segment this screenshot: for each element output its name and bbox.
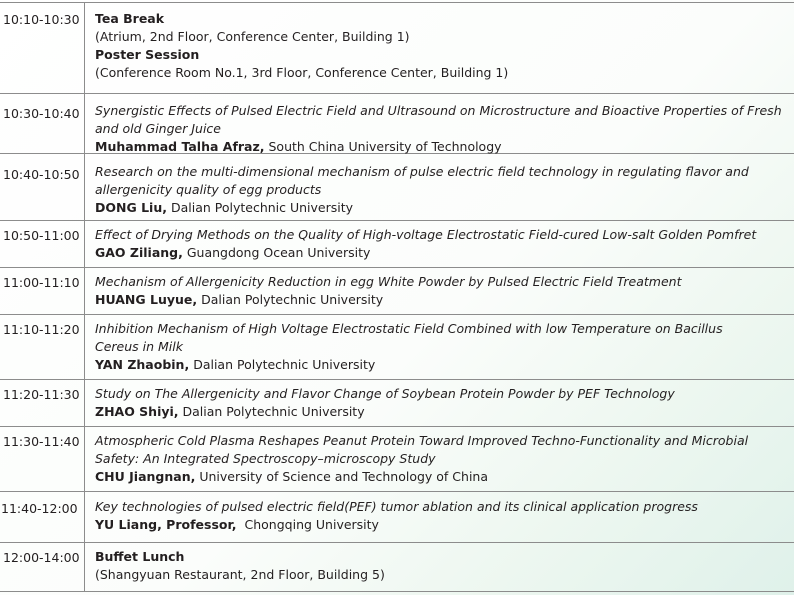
column-divider xyxy=(84,380,85,426)
talk-content xyxy=(95,498,785,534)
schedule-row xyxy=(0,427,794,492)
speaker-affiliation: Dalian Polytechnic University xyxy=(166,200,354,215)
schedule-row xyxy=(0,543,794,592)
speaker-affiliation: Dalian Polytechnic University xyxy=(189,357,376,372)
speaker-affiliation: Chongqing University xyxy=(236,517,379,532)
schedule-row xyxy=(0,2,794,94)
speaker-name: YAN Zhaobin, xyxy=(95,357,190,372)
talk-title-line: Research on the multi-dimensional mechanism of pulse electric field technology in regulating flavor and xyxy=(95,164,749,179)
talk-title-line: Synergistic Effects of Pulsed Electric Field and Ultrasound on Microstructure and Bioactive Properties of Fresh xyxy=(95,103,782,118)
speaker-name: ZHAO Shiyi, xyxy=(95,404,179,419)
talk-title-line: allergenicity quality of egg products xyxy=(95,182,322,197)
column-divider xyxy=(84,268,85,314)
talk-title-line: Mechanism of Allergenicity Reduction in egg White Powder by Pulsed Electric Field Treatment xyxy=(95,274,682,289)
lunch-location: (Shangyuan Restaurant, 2nd Floor, Building 5) xyxy=(95,567,385,582)
break-title: Tea Break xyxy=(95,11,165,26)
time-slot: 11:00-11:10 xyxy=(3,275,80,290)
session-content xyxy=(95,10,785,82)
column-divider xyxy=(84,315,85,379)
speaker-affiliation: Dalian Polytechnic University xyxy=(178,404,365,419)
column-divider xyxy=(84,221,85,267)
column-divider xyxy=(84,154,85,220)
schedule-row xyxy=(0,315,794,380)
schedule-row xyxy=(0,93,794,154)
talk-content xyxy=(95,102,785,156)
speaker-name: HUANG Luyue, xyxy=(95,292,198,307)
poster-session-title: Poster Session xyxy=(95,47,200,62)
time-slot: 10:40-10:50 xyxy=(3,167,80,182)
time-slot: 11:10-11:20 xyxy=(3,322,80,337)
speaker-name: DONG Liu, xyxy=(95,200,167,215)
talk-title-line: Atmospheric Cold Plasma Reshapes Peanut Protein Toward Improved Techno-Functionality and Microbial xyxy=(95,433,749,448)
talk-title-line: Study on The Allergenicity and Flavor Change of Soybean Protein Powder by PEF Technology xyxy=(95,386,675,401)
talk-content xyxy=(95,432,785,486)
talk-content xyxy=(95,163,785,217)
speaker-affiliation: Dalian Polytechnic University xyxy=(197,292,384,307)
talk-content xyxy=(95,273,785,309)
talk-title-line: Inhibition Mechanism of High Voltage Electrostatic Field Combined with low Temperature on Bacillus xyxy=(95,321,723,336)
column-divider xyxy=(84,3,85,93)
talk-title-line: Cereus in Milk xyxy=(95,339,183,354)
speaker-name: GAO Ziliang, xyxy=(95,245,183,260)
break-location: (Atrium, 2nd Floor, Conference Center, Building 1) xyxy=(95,29,410,44)
schedule-row xyxy=(0,492,794,543)
speaker-name: Muhammad Talha Afraz, xyxy=(95,139,265,154)
speaker-name: YU Liang, Professor, xyxy=(95,517,237,532)
lunch-title: Buffet Lunch xyxy=(95,549,185,564)
time-slot: 10:50-11:00 xyxy=(3,228,80,243)
talk-content xyxy=(95,320,785,374)
column-divider xyxy=(84,93,85,153)
speaker-name: CHU Jiangnan, xyxy=(95,469,196,484)
schedule-row xyxy=(0,154,794,221)
speaker-affiliation: Guangdong Ocean University xyxy=(182,245,371,260)
schedule-row xyxy=(0,380,794,427)
talk-title-line: Effect of Drying Methods on the Quality of High-voltage Electrostatic Field-cured Low-salt Golden Pomfret xyxy=(95,227,757,242)
speaker-affiliation: South China University of Technology xyxy=(264,139,502,154)
poster-session-location: (Conference Room No.1, 3rd Floor, Conference Center, Building 1) xyxy=(95,65,509,80)
schedule-row xyxy=(0,221,794,268)
talk-content xyxy=(95,226,785,262)
time-slot: 10:10-10:30 xyxy=(3,12,80,27)
talk-title-line: Safety: An Integrated Spectroscopy–microscopy Study xyxy=(95,451,436,466)
column-divider xyxy=(84,427,85,491)
time-slot: 12:00-14:00 xyxy=(3,550,80,565)
time-slot: 11:40-12:00 xyxy=(1,501,78,516)
session-content xyxy=(95,548,785,584)
column-divider xyxy=(84,543,85,591)
column-divider xyxy=(84,492,85,542)
time-slot: 11:30-11:40 xyxy=(3,434,80,449)
talk-title-line: Key technologies of pulsed electric field(PEF) tumor ablation and its clinical application progress xyxy=(95,499,698,514)
talk-content xyxy=(95,385,785,421)
talk-title-line: and old Ginger Juice xyxy=(95,121,221,136)
time-slot: 10:30-10:40 xyxy=(3,106,80,121)
time-slot: 11:20-11:30 xyxy=(3,387,80,402)
schedule-row xyxy=(0,268,794,315)
speaker-affiliation: University of Science and Technology of China xyxy=(195,469,489,484)
